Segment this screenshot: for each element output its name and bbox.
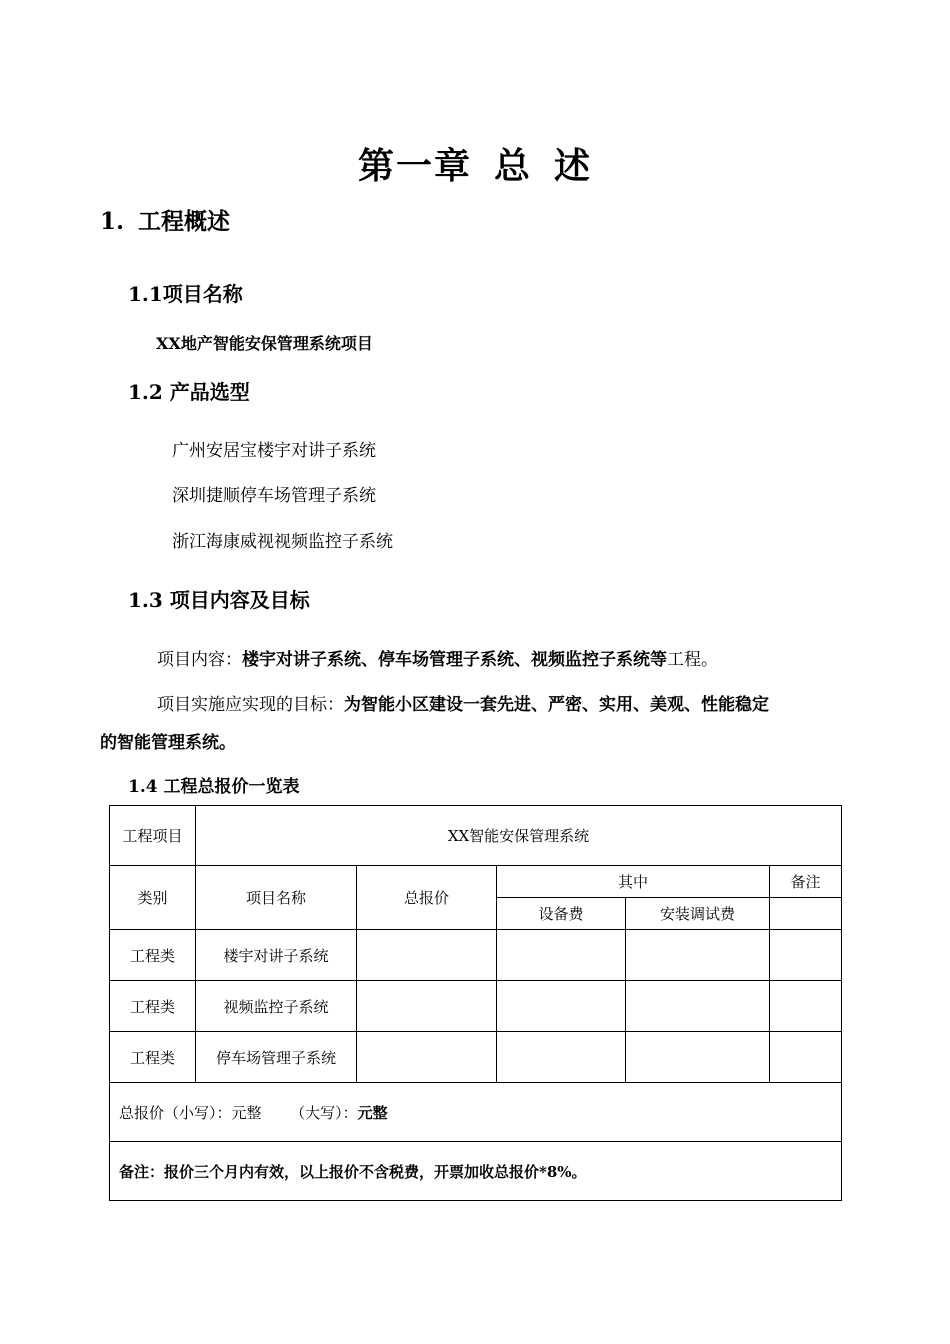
row-name: 停车场管理子系统 bbox=[196, 1032, 357, 1083]
header-category: 类别 bbox=[110, 866, 196, 930]
row-total bbox=[357, 930, 497, 981]
row-remark bbox=[770, 981, 842, 1032]
header-remark-empty bbox=[770, 898, 842, 930]
row-category: 工程类 bbox=[110, 1032, 196, 1083]
table-row bbox=[110, 930, 842, 981]
row-category: 工程类 bbox=[110, 930, 196, 981]
product-item: 浙江海康威视视频监控子系统 bbox=[172, 532, 393, 552]
row-name: 楼宇对讲子系统 bbox=[196, 930, 357, 981]
section-title: 工程概述 bbox=[138, 208, 230, 235]
project-goal-line-1: 项目实施应实现的目标：为智能小区建设一套先进、严密、实用、美观、性能稳定 bbox=[157, 695, 769, 715]
row-category: 工程类 bbox=[110, 981, 196, 1032]
heading-1-3: 1.3 项目内容及目标 bbox=[128, 588, 310, 612]
total-price-cell bbox=[110, 1083, 842, 1142]
total-small: 总报价（小写）：元整 bbox=[119, 1103, 262, 1122]
row-remark bbox=[770, 930, 842, 981]
chapter-word-1: 总 bbox=[493, 145, 532, 187]
product-item: 深圳捷顺停车场管理子系统 bbox=[172, 486, 376, 506]
row-total bbox=[357, 1032, 497, 1083]
heading-1-2: 1.2 产品选型 bbox=[128, 380, 250, 404]
total-big-value: 元整 bbox=[357, 1103, 388, 1122]
row-install bbox=[626, 1032, 770, 1083]
row-equipment bbox=[497, 981, 626, 1032]
header-equipment: 设备费 bbox=[497, 898, 626, 930]
product-item: 广州安居宝楼宇对讲子系统 bbox=[172, 441, 376, 461]
chapter-title bbox=[0, 138, 950, 189]
table-row bbox=[110, 981, 842, 1032]
note-cell: 备注：报价三个月内有效，以上报价不含税费，开票加收总报价*8%。 bbox=[110, 1142, 842, 1201]
table-row bbox=[110, 1032, 842, 1083]
header-total: 总报价 bbox=[357, 866, 497, 930]
project-content-paragraph: 项目内容：楼宇对讲子系统、停车场管理子系统、视频监控子系统等工程。 bbox=[157, 650, 718, 670]
header-among: 其中 bbox=[497, 866, 770, 898]
heading-1-1: 1.1项目名称 bbox=[128, 282, 243, 306]
header-item-name: 项目名称 bbox=[196, 866, 357, 930]
row-total bbox=[357, 981, 497, 1032]
total-big-label: （大写）： bbox=[290, 1103, 358, 1122]
quote-table bbox=[109, 805, 842, 1201]
row-install bbox=[626, 930, 770, 981]
header-remark: 备注 bbox=[770, 866, 842, 898]
row-equipment bbox=[497, 930, 626, 981]
row-equipment bbox=[497, 1032, 626, 1083]
row-install bbox=[626, 981, 770, 1032]
chapter-word-2: 述 bbox=[554, 145, 593, 187]
row-name: 视频监控子系统 bbox=[196, 981, 357, 1032]
project-name-text: XX地产智能安保管理系统项目 bbox=[156, 334, 373, 353]
project-name-cell: XX智能安保管理系统 bbox=[196, 806, 842, 866]
chapter-number: 第一章 bbox=[357, 145, 472, 187]
row-remark bbox=[770, 1032, 842, 1083]
header-install: 安装调试费 bbox=[626, 898, 770, 930]
project-label-cell: 工程项目 bbox=[110, 806, 196, 866]
project-goal-line-2: 的智能管理系统。 bbox=[100, 733, 236, 753]
section-heading-1 bbox=[100, 203, 230, 236]
heading-1-4: 1.4 工程总报价一览表 bbox=[128, 777, 300, 797]
section-number: 1. bbox=[100, 208, 125, 235]
